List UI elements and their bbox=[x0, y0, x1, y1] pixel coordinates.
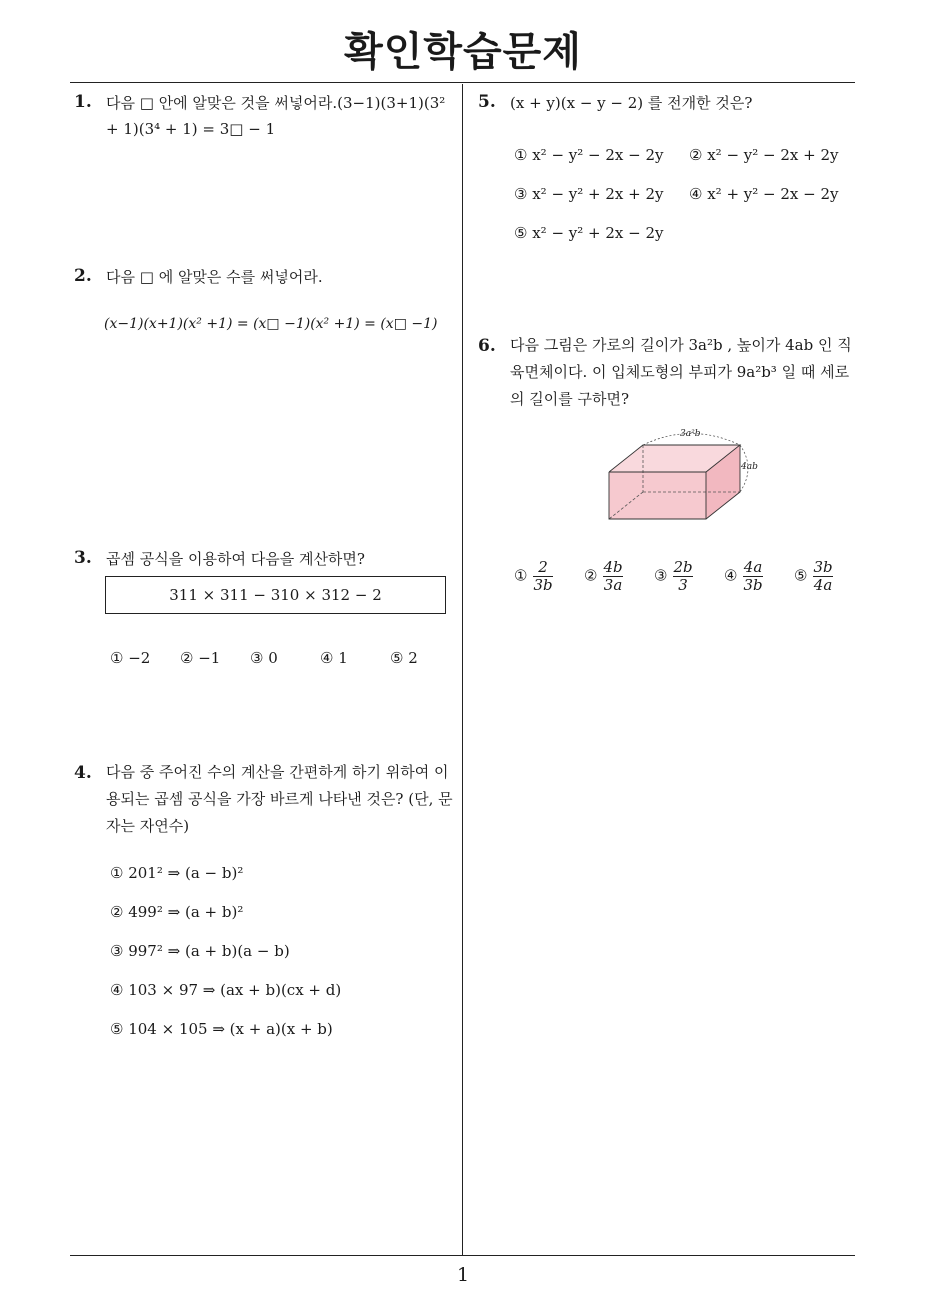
column-divider bbox=[462, 84, 463, 1256]
q6-option-1-fraction bbox=[533, 559, 552, 594]
q6-option-4-fraction bbox=[743, 559, 762, 594]
page-number: 1 bbox=[456, 1264, 470, 1286]
q6-option-5-mark: ⑤ bbox=[794, 566, 808, 585]
q5-option-4[interactable]: ④ x² + y² − 2x − 2y bbox=[689, 185, 839, 203]
q6-option-4[interactable] bbox=[724, 559, 763, 594]
q6-option-2[interactable] bbox=[584, 559, 623, 594]
q4-option-4[interactable]: ④ 103 × 97 ⇒ (ax + b)(cx + d) bbox=[110, 981, 342, 999]
q4-option-1[interactable]: ① 201² ⇒ (a − b)² bbox=[110, 864, 244, 882]
q5-option-5[interactable]: ⑤ x² − y² + 2x − 2y bbox=[514, 224, 664, 242]
q4-number: 4. bbox=[74, 763, 92, 783]
q6-option-4-denominator: 3b bbox=[743, 576, 763, 594]
q6-option-5-denominator: 4a bbox=[813, 576, 833, 594]
q3-text: 곱셈 공식을 이용하여 다음을 계산하면? bbox=[106, 550, 365, 568]
q6-option-2-numerator: 4b bbox=[603, 558, 623, 576]
q1-text: 다음 □ 안에 알맞은 것을 써넣어라.(3−1)(3+1)(3² + 1)(3⁴ + 1) = 3□ − 1 bbox=[106, 94, 446, 138]
bottom-rule bbox=[70, 1255, 855, 1256]
q6-option-1-mark: ① bbox=[514, 566, 528, 585]
q6-option-3-mark: ③ bbox=[654, 566, 668, 585]
q3-option-2[interactable]: ② −1 bbox=[180, 649, 221, 667]
q3-option-1[interactable]: ① −2 bbox=[110, 649, 151, 667]
q2-expression: (x−1)(x+1)(x² +1) = (x□ −1)(x² +1) = (x□ −1) bbox=[104, 316, 438, 332]
q3-number: 3. bbox=[74, 548, 92, 568]
q6-option-1-denominator: 3b bbox=[533, 576, 553, 594]
q5-option-3[interactable]: ③ x² − y² + 2x + 2y bbox=[514, 185, 664, 203]
q6-option-3[interactable] bbox=[654, 559, 693, 594]
q6-option-1-numerator: 2 bbox=[538, 558, 548, 576]
q5-option-2[interactable]: ② x² − y² − 2x + 2y bbox=[689, 146, 839, 164]
q3-option-3[interactable]: ③ 0 bbox=[250, 649, 278, 667]
q6-option-4-mark: ④ bbox=[724, 566, 738, 585]
q4-option-2[interactable]: ② 499² ⇒ (a + b)² bbox=[110, 903, 244, 921]
figure-label-width: 3a²b bbox=[680, 429, 701, 439]
q6-option-1[interactable] bbox=[514, 559, 553, 594]
q4-option-3[interactable]: ③ 997² ⇒ (a + b)(a − b) bbox=[110, 942, 290, 960]
q6-option-2-denominator: 3a bbox=[603, 576, 623, 594]
q6-option-4-numerator: 4a bbox=[743, 558, 763, 576]
q3-option-5[interactable]: ⑤ 2 bbox=[390, 649, 418, 667]
q6-option-3-denominator: 3 bbox=[678, 576, 688, 594]
q6-option-2-fraction bbox=[603, 559, 622, 594]
q2-text: 다음 □ 에 알맞은 수를 써넣어라. bbox=[106, 268, 323, 286]
figure-label-height: 4ab bbox=[741, 462, 758, 472]
q6-option-3-numerator: 2b bbox=[673, 558, 693, 576]
q5-text: (x + y)(x − y − 2) 를 전개한 것은? bbox=[510, 94, 753, 112]
top-rule bbox=[70, 82, 855, 83]
q3-expression-box: 311 × 311 − 310 × 312 − 2 bbox=[105, 576, 446, 614]
q4-text: 다음 중 주어진 수의 계산을 간편하게 하기 위하여 이용되는 곱셈 공식을 가장 바르게 나타낸 것은? (단, 문자는 자연수) bbox=[106, 763, 453, 835]
q6-option-2-mark: ② bbox=[584, 566, 598, 585]
q6-option-5-fraction bbox=[813, 559, 832, 594]
q6-text: 다음 그림은 가로의 길이가 3a²b , 높이가 4ab 인 직육면체이다. 이 입체도형의 부피가 9a²b³ 일 때 세로의 길이를 구하면? bbox=[510, 336, 852, 408]
q6-option-3-fraction bbox=[673, 559, 692, 594]
q4-option-5[interactable]: ⑤ 104 × 105 ⇒ (x + a)(x + b) bbox=[110, 1020, 333, 1038]
q6-option-5[interactable] bbox=[794, 559, 833, 594]
q5-number: 5. bbox=[478, 92, 496, 112]
q1-number: 1. bbox=[74, 92, 92, 112]
q3-option-4[interactable]: ④ 1 bbox=[320, 649, 348, 667]
q2-number: 2. bbox=[74, 266, 92, 286]
q6-number: 6. bbox=[478, 336, 496, 356]
cuboid-figure bbox=[596, 420, 776, 526]
q6-option-5-numerator: 3b bbox=[813, 558, 833, 576]
page-title: 확인학습문제 bbox=[344, 29, 582, 75]
q5-option-1[interactable]: ① x² − y² − 2x − 2y bbox=[514, 146, 664, 164]
